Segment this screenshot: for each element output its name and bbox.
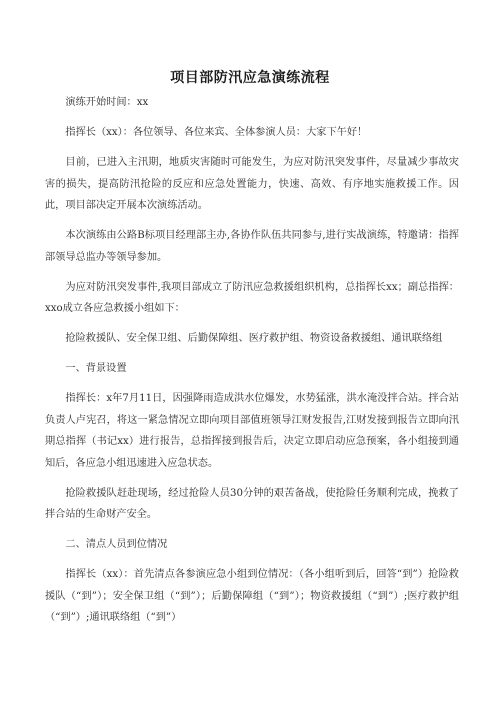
document-title: 项目部防汛应急演练流程 [170, 70, 330, 86]
paragraph-drill-start-time: 演练开始时间：xx [65, 97, 149, 108]
paragraph-background-scenario: 指挥长：x年7月11日，因强降雨造成洪水位爆发，水势猛涨，洪水淹没拌合站。拌合站负责人卢宪召，将这一紧急情况立即向项目部值班领导江财发报告,江财发接到报告立即向汛期总指挥（书记xx）进行报告，总指挥接到报告后，决定立即启动应急预案，各小组接到通知后，各应急小组迅速进入应急状态。 [45, 393, 459, 469]
paragraph-rescue-organization: 为应对防汛突发事件,我项目部成立了防汛应急救援组织机构，总指挥长xx；副总指挥：xxo成立各应急救援小组如下： [45, 281, 459, 314]
paragraph-rescue-groups-list: 抢险救援队、安全保卫组、后勤保障组、医疗救护组、物资设备救援组、通讯联络组 [65, 333, 443, 344]
section-heading-roll-call: 二、清点人员到位情况 [65, 539, 168, 550]
paragraph-commander-greeting: 指挥长（xx）：各位领导、各位来宾、全体参演人员：大家下午好！ [65, 127, 368, 138]
paragraph-rescue-outcome: 抢险救援队赶赴现场，经过抢险人员30分钟的艰苦备战，使抢险任务顺利完成，挽救了拌合站的生命财产安全。 [45, 487, 459, 520]
paragraph-flood-season-intro: 目前，已进入主汛期，地质灾害随时可能发生，为应对防汛突发事件，尽量减少事故灾害的损失，提高防汛抢险的反应和应急处置能力，快速、高效、有序地实施救援工作。因此，项目部决定开展本次演练活动。 [45, 157, 459, 211]
section-heading-background: 一、背景设置 [65, 363, 127, 374]
paragraph-organizer-info: 本次演练由公路B标项目经理部主办,各协作队伍共同参与,进行实战演练，特邀请：指挥部领导总监办等领导参加。 [45, 230, 459, 263]
document-body [45, 92, 459, 637]
paragraph-roll-call: 指挥长（xx）：首先清点各参演应急小组到位情况：（各小组听到后，回答“到”）抢险救援队（“到”）；安全保卫组（“到”）；后勤保障组（“到”）；物资救援组（“到”）;医疗救护组（“到”）;通讯联络组（“到”） [45, 569, 459, 623]
